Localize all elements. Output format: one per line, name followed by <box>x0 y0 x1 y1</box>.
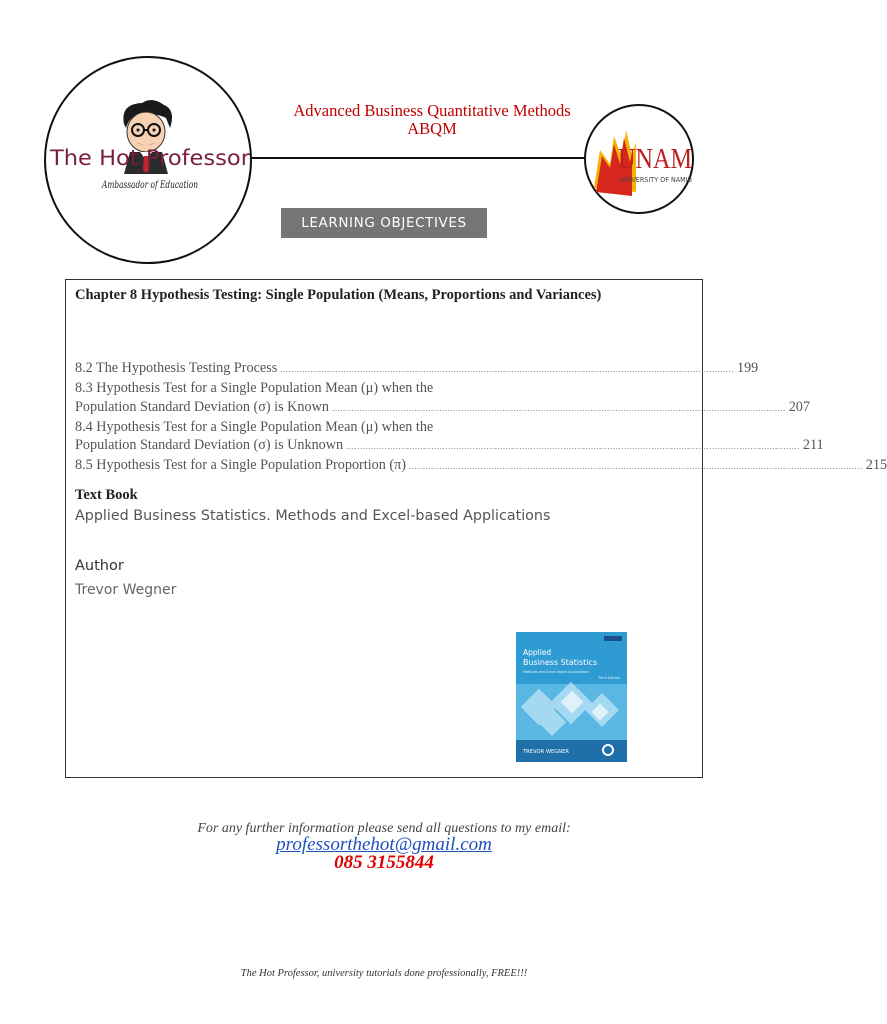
brand-name-text <box>48 142 252 172</box>
svg-text:Applied: Applied <box>523 648 552 657</box>
toc-page-number: 211 <box>802 437 824 453</box>
toc-leader-dots: ..................................................................................................................................................................... <box>346 441 800 451</box>
header-divider-line <box>250 157 590 159</box>
university-logo <box>584 104 694 214</box>
svg-text:UNAM: UNAM <box>618 144 693 175</box>
author-heading: Author <box>75 558 124 574</box>
email-link[interactable]: professorthehot@gmail.com <box>276 834 492 855</box>
content-box <box>65 279 887 778</box>
chapter-title: Chapter 8 Hypothesis Testing: Single Population (Means, Proportions and Variances) <box>75 287 602 303</box>
book-cover-art <box>516 632 627 762</box>
svg-text:The Hot Professor: The Hot Professor <box>48 146 251 170</box>
course-title-line1: Advanced Business Quantitative Methods <box>293 101 571 120</box>
svg-text:Methods and Excel-based Applic: Methods and Excel-based Applications <box>523 670 590 674</box>
tagline-text <box>100 176 200 192</box>
toc-page-number: 199 <box>736 360 759 376</box>
toc-entry-8-4: Population Standard Deviation (σ) is Unknown ..................................................................................................................................................................... 211 <box>75 436 613 456</box>
learning-objectives-banner: LEARNING OBJECTIVES <box>281 208 487 238</box>
svg-text:UNIVERSITY OF NAMIB: UNIVERSITY OF NAMIB <box>620 176 693 184</box>
course-title-line2: ABQM <box>407 119 457 138</box>
textbook-heading: Text Book <box>75 487 138 503</box>
svg-text:Ambassador of Education: Ambassador of Education <box>101 180 198 191</box>
toc-leader-dots: ..................................................................................................................................................................... <box>331 402 786 413</box>
table-of-contents <box>75 359 887 476</box>
toc-entry-8-3-line1: 8.3 Hypothesis Test for a Single Population Mean (μ) when the <box>75 380 434 396</box>
hot-professor-logo <box>44 56 252 264</box>
author-name: Trevor Wegner <box>75 582 177 598</box>
contact-prompt: For any further information please send all questions to my email: <box>197 821 571 836</box>
unam-logo-icon <box>586 106 692 212</box>
toc-page-number: 207 <box>788 398 810 415</box>
svg-text:Business Statistics: Business Statistics <box>523 658 598 667</box>
phone-number: 085 3155844 <box>334 852 434 873</box>
svg-text:TREVOR WEGNER: TREVOR WEGNER <box>521 749 570 755</box>
toc-page-number: 215 <box>865 457 887 473</box>
textbook-name: Applied Business Statistics. Methods and Excel-based Applications <box>75 508 551 524</box>
toc-entry-8-5: 8.5 Hypothesis Test for a Single Population Proportion (π) ..................................................................................................................................................................... 215 <box>75 456 613 476</box>
toc-entry-8-4-line1: 8.4 Hypothesis Test for a Single Population Mean (μ) when the <box>75 418 434 435</box>
toc-leader-dots: ..................................................................................................................................................................... <box>280 364 734 374</box>
toc-entry-8-2: 8.2 The Hypothesis Testing Process ..................................................................................................................................................................... 199 <box>75 359 613 379</box>
course-title <box>262 102 602 138</box>
toc-entry-8-3: Population Standard Deviation (σ) is Known ..................................................................................................................................................................... 207 <box>75 398 613 418</box>
footer-text: The Hot Professor, university tutorials done professionally, FREE!!! <box>240 968 528 979</box>
toc-leader-dots: ..................................................................................................................................................................... <box>409 461 863 471</box>
book-cover-image <box>516 632 627 762</box>
svg-text:Third Edition: Third Edition <box>596 676 620 680</box>
